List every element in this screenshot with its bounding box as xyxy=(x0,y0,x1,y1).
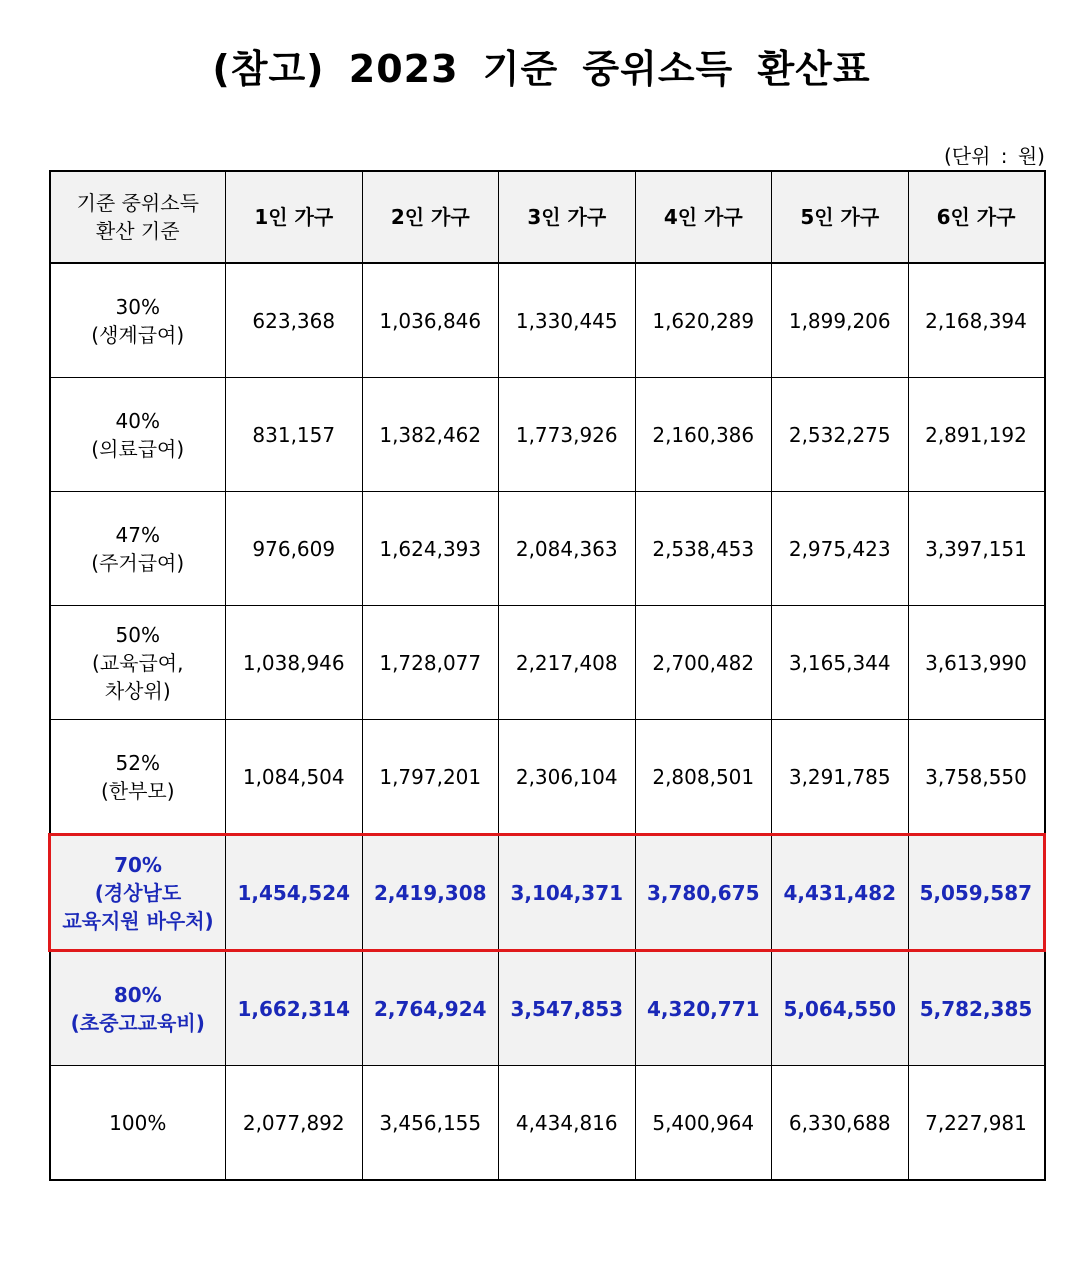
value-cell: 2,764,924 xyxy=(362,951,499,1066)
corner-header xyxy=(50,171,226,263)
value-cell: 3,758,550 xyxy=(908,720,1045,835)
value-cell: 2,975,423 xyxy=(772,492,909,606)
value-cell: 3,104,371 xyxy=(499,835,636,951)
value-cell: 3,165,344 xyxy=(772,606,909,720)
value-cell: 2,306,104 xyxy=(499,720,636,835)
page-title: (참고) 2023 기준 중위소득 환산표 xyxy=(212,47,871,91)
income-conversion-table xyxy=(48,170,1046,1181)
value-cell: 1,620,289 xyxy=(635,263,772,378)
row-label xyxy=(50,835,226,951)
table-body xyxy=(50,263,1045,1180)
row-label-line: 40% xyxy=(115,408,160,433)
row-label xyxy=(50,1066,226,1181)
value-cell: 2,700,482 xyxy=(635,606,772,720)
value-cell: 2,808,501 xyxy=(635,720,772,835)
table-header-row xyxy=(50,171,1045,263)
value-cell: 2,160,386 xyxy=(635,378,772,492)
row-label-line: 차상위) xyxy=(104,678,171,703)
value-cell: 2,532,275 xyxy=(772,378,909,492)
row-label-line: (주거급여) xyxy=(91,550,185,575)
value-cell: 1,036,846 xyxy=(362,263,499,378)
row-label-line: 교육지원 바우처) xyxy=(62,908,214,933)
table-row xyxy=(50,378,1045,492)
column-header-6-person: 6인 가구 xyxy=(908,171,1045,263)
value-cell: 4,431,482 xyxy=(772,835,909,951)
table-row xyxy=(50,720,1045,835)
row-label xyxy=(50,263,226,378)
column-header-5-person: 5인 가구 xyxy=(772,171,909,263)
value-cell: 5,400,964 xyxy=(635,1066,772,1181)
value-cell: 5,059,587 xyxy=(908,835,1045,951)
value-cell: 2,077,892 xyxy=(226,1066,363,1181)
row-label xyxy=(50,492,226,606)
value-cell: 2,891,192 xyxy=(908,378,1045,492)
value-cell: 2,538,453 xyxy=(635,492,772,606)
column-header-3-person: 3인 가구 xyxy=(499,171,636,263)
table-row xyxy=(50,263,1045,378)
value-cell: 6,330,688 xyxy=(772,1066,909,1181)
corner-header-line-2: 환산 기준 xyxy=(95,219,180,243)
value-cell: 2,084,363 xyxy=(499,492,636,606)
corner-header-line-1: 기준 중위소득 xyxy=(76,191,199,215)
value-cell: 976,609 xyxy=(226,492,363,606)
row-label-line: 70% xyxy=(114,852,162,877)
value-cell: 5,064,550 xyxy=(772,951,909,1066)
value-cell: 3,613,990 xyxy=(908,606,1045,720)
value-cell: 5,782,385 xyxy=(908,951,1045,1066)
table-row xyxy=(50,835,1045,951)
value-cell: 2,168,394 xyxy=(908,263,1045,378)
table-row xyxy=(50,1066,1045,1181)
value-cell: 1,330,445 xyxy=(499,263,636,378)
value-cell: 1,038,946 xyxy=(226,606,363,720)
value-cell: 3,456,155 xyxy=(362,1066,499,1181)
row-label-line: 50% xyxy=(115,622,160,647)
column-header-2-person: 2인 가구 xyxy=(362,171,499,263)
value-cell: 4,320,771 xyxy=(635,951,772,1066)
value-cell: 1,084,504 xyxy=(226,720,363,835)
row-label-line: (생계급여) xyxy=(91,322,185,347)
row-label xyxy=(50,378,226,492)
value-cell: 623,368 xyxy=(226,263,363,378)
value-cell: 7,227,981 xyxy=(908,1066,1045,1181)
table-row xyxy=(50,951,1045,1066)
row-label-line: (한부모) xyxy=(100,778,175,803)
value-cell: 1,454,524 xyxy=(226,835,363,951)
value-cell: 1,797,201 xyxy=(362,720,499,835)
row-label-line: (초중고교육비) xyxy=(70,1010,205,1035)
column-header-4-person: 4인 가구 xyxy=(635,171,772,263)
value-cell: 4,434,816 xyxy=(499,1066,636,1181)
value-cell: 3,780,675 xyxy=(635,835,772,951)
value-cell: 1,728,077 xyxy=(362,606,499,720)
table-row xyxy=(50,492,1045,606)
row-label-line: (경상남도 xyxy=(94,880,182,905)
row-label xyxy=(50,951,226,1066)
row-label xyxy=(50,720,226,835)
row-label-line: (교육급여, xyxy=(92,650,184,675)
value-cell: 1,624,393 xyxy=(362,492,499,606)
row-label xyxy=(50,606,226,720)
table-row xyxy=(50,606,1045,720)
row-label-line: (의료급여) xyxy=(91,436,185,461)
value-cell: 2,419,308 xyxy=(362,835,499,951)
value-cell: 3,547,853 xyxy=(499,951,636,1066)
column-header-1-person: 1인 가구 xyxy=(226,171,363,263)
row-label-line: 30% xyxy=(115,294,160,319)
row-label-line: 52% xyxy=(115,750,160,775)
row-label-line: 80% xyxy=(113,982,162,1007)
value-cell: 1,662,314 xyxy=(226,951,363,1066)
value-cell: 3,291,785 xyxy=(772,720,909,835)
value-cell: 1,382,462 xyxy=(362,378,499,492)
value-cell: 3,397,151 xyxy=(908,492,1045,606)
row-label-line: 47% xyxy=(115,522,160,547)
value-cell: 2,217,408 xyxy=(499,606,636,720)
value-cell: 831,157 xyxy=(226,378,363,492)
row-label-line: 100% xyxy=(109,1110,167,1135)
unit-note: (단위 : 원) xyxy=(943,144,1045,168)
value-cell: 1,899,206 xyxy=(772,263,909,378)
value-cell: 1,773,926 xyxy=(499,378,636,492)
